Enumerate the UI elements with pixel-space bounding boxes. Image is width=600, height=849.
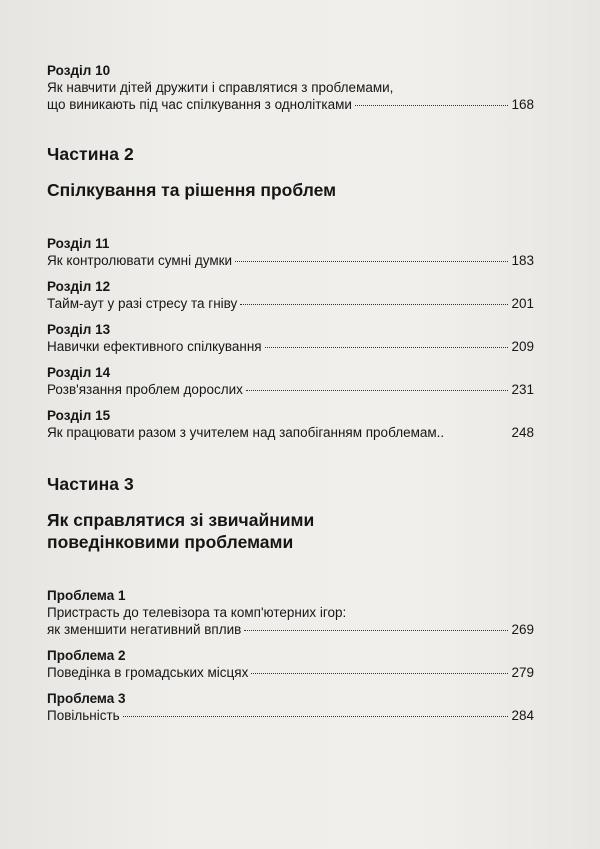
toc-entry: [47, 587, 534, 638]
entry-title: Як працювати разом з учителем над запобіганням проблемам..: [47, 425, 445, 440]
entry-line: [47, 424, 534, 441]
entry-title: Повільність: [47, 708, 120, 723]
entry-line: [47, 338, 534, 355]
entry-label: Проблема 2: [47, 648, 126, 663]
part-2-entries: [47, 235, 534, 441]
entry-title: Поведінка в громадських місцях: [47, 665, 249, 680]
entry-label: Розділ 15: [47, 408, 111, 423]
toc-entry-chapter-10: [47, 62, 534, 113]
toc-entry: [47, 278, 534, 312]
entry-title: як зменшити негативний вплив: [47, 622, 242, 637]
part-title: Частина 2: [47, 144, 134, 164]
page-number: 231: [511, 382, 534, 397]
dot-leader: [240, 304, 508, 305]
part-subtitle-line: Як справлятися зі звичайними: [47, 510, 315, 530]
entry-line: [47, 707, 534, 724]
entry-title: Розв'язання проблем дорослих: [47, 382, 243, 397]
page-number: 168: [511, 97, 534, 112]
page-number: 183: [511, 253, 534, 268]
page-number: 284: [511, 708, 534, 723]
entry-title: Навички ефективного спілкування: [47, 339, 262, 354]
page-number: 201: [511, 296, 534, 311]
toc-entry: [47, 407, 534, 441]
dot-leader: [235, 261, 508, 262]
entry-title-line: Як навчити дітей дружити і справлятися з проблемами,: [47, 80, 394, 95]
dot-leader: [244, 630, 508, 631]
dot-leader: [265, 347, 509, 348]
entry-line: [47, 664, 534, 681]
part-3-heading: [47, 473, 534, 553]
page-number: 248: [511, 425, 534, 440]
toc-entry: [47, 364, 534, 398]
part-subtitle: Спілкування та рішення проблем: [47, 180, 337, 200]
entry-label: Розділ 12: [47, 279, 111, 294]
dot-leader: [123, 716, 509, 717]
entry-line: [47, 621, 534, 638]
part-subtitle: [47, 509, 534, 553]
entry-label: Проблема 1: [47, 588, 126, 603]
entry-title: що виникають під час спілкування з однолітками: [47, 97, 352, 112]
entry-line: [47, 381, 534, 398]
entry-label: Розділ 13: [47, 322, 111, 337]
part-2-heading: [47, 143, 534, 201]
page-number: 269: [511, 622, 534, 637]
part-subtitle-line: поведінковими проблемами: [47, 532, 294, 552]
page-number: 209: [511, 339, 534, 354]
entry-label: Проблема 3: [47, 691, 126, 706]
page-number: 279: [511, 665, 534, 680]
dot-leader: [251, 673, 508, 674]
dot-leader: [246, 390, 509, 391]
entry-label: Розділ 10: [47, 63, 111, 78]
toc-entry: [47, 690, 534, 724]
part-title: Частина 3: [47, 474, 134, 494]
part-3-entries: [47, 587, 534, 724]
entry-line: [47, 295, 534, 312]
toc-entry: [47, 235, 534, 269]
toc-entry: [47, 321, 534, 355]
toc-entry: [47, 647, 534, 681]
dot-leader: [355, 105, 509, 106]
entry-title: Тайм-аут у разі стресу та гніву: [47, 296, 238, 311]
entry-title: Як контролювати сумні думки: [47, 253, 233, 268]
entry-line: [47, 252, 534, 269]
entry-title-line-with-page: [47, 96, 534, 113]
entry-label: Розділ 11: [47, 236, 110, 251]
table-of-contents: [47, 62, 534, 733]
entry-title-line: Пристрасть до телевізора та комп'ютерних ігор:: [47, 605, 347, 620]
entry-label: Розділ 14: [47, 365, 111, 380]
